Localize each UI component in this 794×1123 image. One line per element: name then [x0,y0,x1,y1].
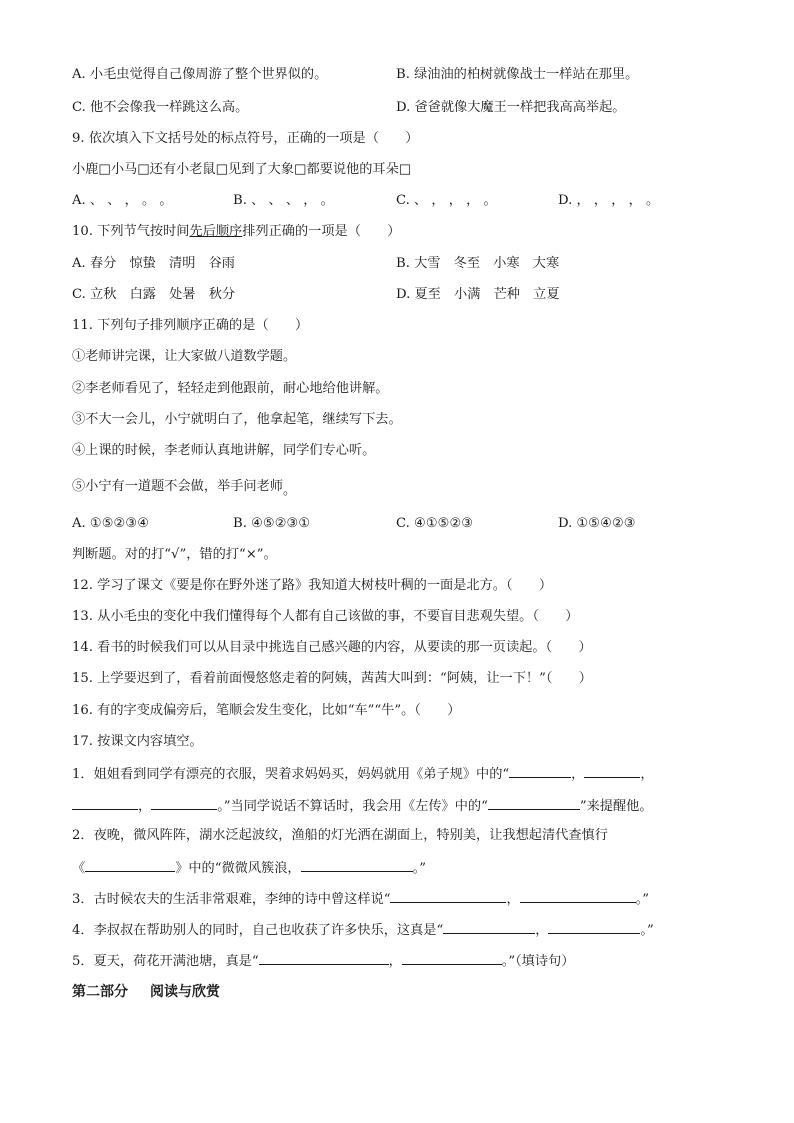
q9-stem: 9. 依次填入下文括号处的标点符号，正确的一项是（ ） [72,131,419,146]
q10-stem-underlined: 先后顺序 [189,224,243,239]
q10-option-c: C. 立秋 白露 处暑 秋分 [72,287,236,302]
q11-stem: 11. 下列句子排列顺序正确的是（ ） [72,318,309,333]
q17-line-1-cont [72,796,653,816]
q10-option-d: D. 夏至 小满 芒种 立夏 [396,287,560,302]
q17-blank-11[interactable] [548,920,640,934]
q11-sentence-4: ④上课的时候，李老师认真地讲解，同学们专心听。 [72,443,376,458]
q11-option-c: C. ④①⑤②③ [396,516,474,531]
q17-line-1 [72,764,654,784]
q9-option-c: C. 、 ， ， ， 。 [396,193,497,208]
q17-l1-comma: ， [571,767,585,782]
q14: 14. 看书的时候我们可以从目录中挑选自己感兴趣的内容，从要读的那一页读起。（ ） [72,640,592,655]
q9-text: 小鹿□小马□还有小老鼠□见到了大象□都要说他的耳朵□ [72,162,412,177]
q17-blank-1[interactable] [509,764,571,778]
q9-option-b: B. 、 、 、 ， 。 [233,193,334,208]
q17-l5-end: 。”（填诗句） [501,954,575,969]
q17-l4-comma: ， [535,923,549,938]
q8-option-d: D. 爸爸就像大魔王一样把我高高举起。 [396,100,626,115]
q17-l4-text: 4．李叔叔在帮助别人的同时，自己也收获了许多快乐，这真是“ [72,923,444,938]
q11-option-d: D. ①⑤④②③ [558,516,636,531]
q17-l4-end: 。” [640,923,654,938]
q17-blank-2[interactable] [584,764,640,778]
q17-blank-12[interactable] [259,951,389,965]
q17-blank-9[interactable] [520,889,636,903]
q11-option-a: A. ①⑤②③④ [72,516,150,531]
q11-sentence-2: ②李老师看见了，轻轻走到他跟前，耐心地给他讲解。 [72,381,389,396]
q11-sentence-5-text: ⑤小宁有一道题不会做，举手问老师 [72,479,283,494]
q17-stem: 17. 按课文内容填空。 [72,734,203,749]
q17-l2-end: 。” [412,861,426,876]
q8-option-c: C. 他不会像我一样跳这么高。 [72,100,249,115]
q10-stem [72,223,400,241]
q17-l3-text: 3．古时候农夫的生活非常艰难，李绅的诗中曾这样说“ [72,892,391,907]
q17-l2-mid: 》中的“微微风簇浪， [175,861,301,876]
section-heading [72,983,220,1001]
q17-blank-6[interactable] [85,858,175,872]
q17-blank-8[interactable] [390,889,506,903]
q17-line-5 [72,951,574,971]
q17-l5-comma: ， [388,954,402,969]
q17-l1-end: ”来提醒他。 [579,799,653,814]
q9-option-a: A. 、 、 ， 。 。 [72,193,173,208]
q17-l1-text: 1．姐姐看到同学有漂亮的衣服，哭着求妈妈买，妈妈就用《弟子规》中的“ [72,767,510,782]
q17-l2-open: 《 [72,861,86,876]
section-part: 第二部分 [72,984,128,1000]
q17-blank-4[interactable] [151,796,217,810]
q17-l3-end: 。” [635,892,649,907]
q16: 16. 有的字变成偏旁后，笔顺会发生变化，比如“车”“牛”。（ ） [72,703,461,718]
q17-l1-comma2: ， [640,767,654,782]
q8-option-a: A. 小毛虫觉得自己像周游了整个世界似的。 [72,67,328,82]
q17-l1-mid: 。”当同学说话不算话时，我会用《左传》中的“ [217,799,488,814]
q11-sentence-5 [72,478,296,496]
q17-blank-3[interactable] [72,796,138,810]
q13: 13. 从小毛虫的变化中我们懂得每个人都有自己该做的事，不要盲目悲观失望。（ ） [72,609,579,624]
q17-blank-13[interactable] [402,951,502,965]
section-title: 阅读与欣赏 [150,984,220,1000]
q11-option-b: B. ④⑤②③① [233,516,311,531]
q17-l5-text: 5．夏天，荷花开满池塘，真是“ [72,954,259,969]
q15: 15. 上学要迟到了，看着前面慢悠悠走着的阿姨，茜茜大叫到：“阿姨，让一下！”（ ） [72,671,592,686]
q17-blank-7[interactable] [301,858,413,872]
q10-option-b: B. 大雪 冬至 小寒 大寒 [396,256,560,271]
q17-l1-comma3: ， [138,799,152,814]
q10-option-a: A. 春分 惊蛰 清明 谷雨 [72,256,235,271]
q11-sentence-5-end: 。 [283,483,297,498]
q17-line-2-cont [72,858,426,878]
q10-stem-pre: 10. 下列节气按时间 [72,224,190,239]
q17-line-3 [72,889,649,909]
q17-blank-10[interactable] [443,920,535,934]
q9-option-d: D. ， ， ， ， 。 [558,193,660,208]
q17-l3-comma: ， [506,892,520,907]
q10-stem-post: 排列正确的一项是（ ） [242,224,401,239]
q11-sentence-1: ①老师讲完课，让大家做八道数学题。 [72,349,297,364]
judge-intro: 判断题。对的打“√”，错的打“×”。 [72,547,277,562]
q17-line-2: 2．夜晚，微风阵阵，湖水泛起波纹，渔船的灯光洒在湖面上，特别美，让我想起清代查慎行 [72,828,608,843]
q17-blank-5[interactable] [488,796,580,810]
q8-option-b: B. 绿油油的柏树就像战士一样站在那里。 [396,67,639,82]
q17-line-4 [72,920,654,940]
q11-sentence-3: ③不大一会儿，小宁就明白了，他拿起笔，继续写下去。 [72,412,402,427]
q12: 12. 学习了课文《要是你在野外迷了路》我知道大树枝叶稠的一面是北方。（ ） [72,578,553,593]
